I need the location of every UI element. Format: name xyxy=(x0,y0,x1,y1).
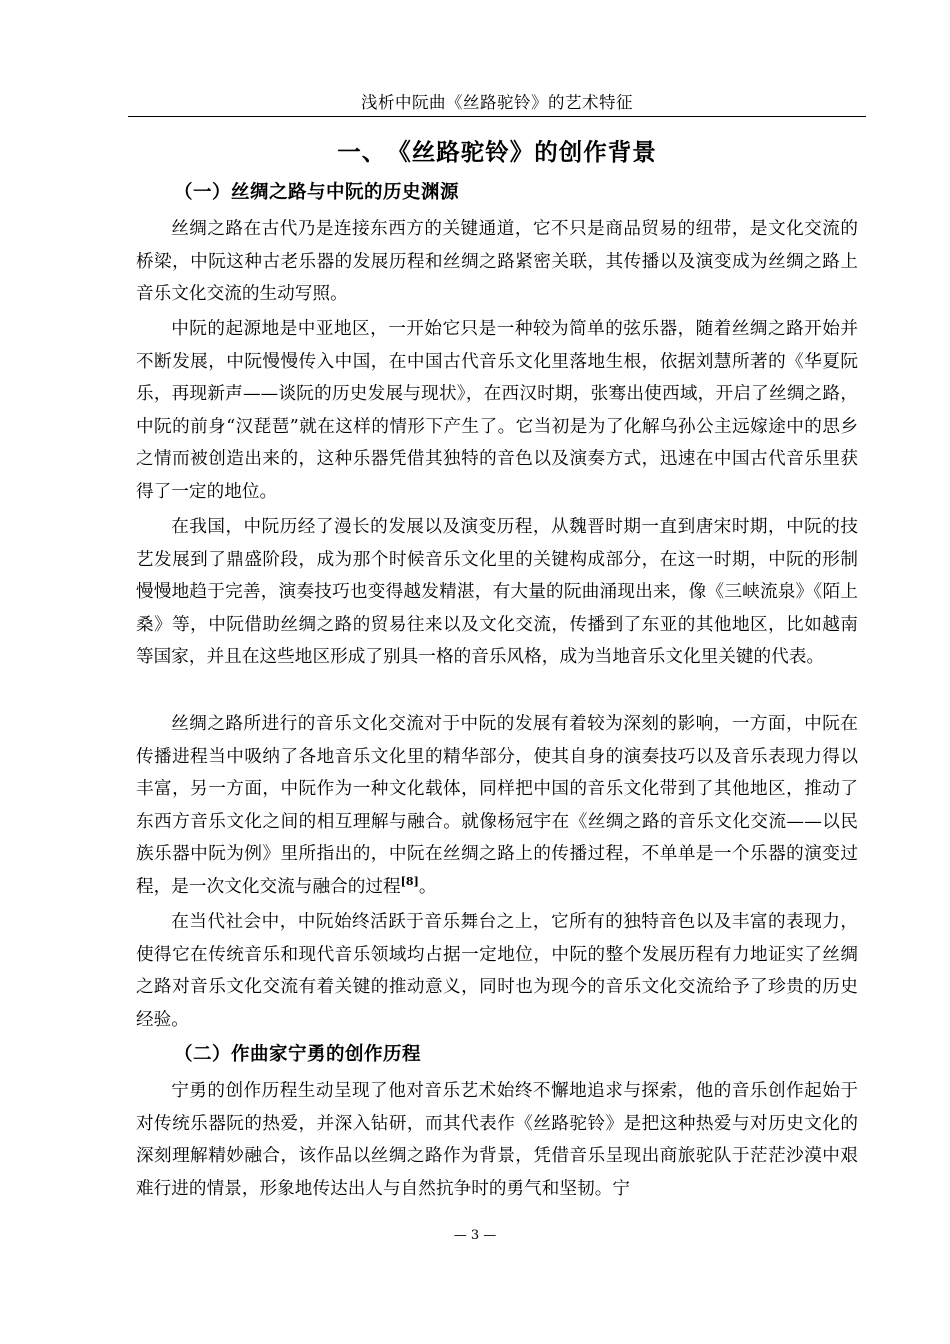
section-heading-2: （二）作曲家宁勇的创作历程 xyxy=(174,1044,422,1065)
citation-marker: [8] xyxy=(400,874,419,888)
paragraph-5: 在当代社会中，中阮始终活跃于音乐舞台之上，它所有的独特音色以及丰富的表现力，使得它在传统音乐和现代音乐领域均占据一定地位，中阮的整个发展历程有力地证实了丝绸之路对音乐文化交流有着关键的推动意义，同时也为现今的音乐文化交流给予了珍贵的历史经验。 xyxy=(136,912,858,1030)
paragraph-4-text: 丝绸之路所进行的音乐文化交流对于中阮的发展有着较为深刻的影响，一方面，中阮在传播进程当中吸纳了各地音乐文化里的精华部分，使其自身的演奏技巧以及音乐表现力得以丰富，另一方面，中阮作为一种文化载体，同样把中国的音乐文化带到了其他地区，推动了东西方音乐文化之间的相互理解与融合。就像杨冠宇在《丝绸之路的音乐文化交流——以民族乐器中阮为例》里所指出的，中阮在丝绸之路上的传播过程，不单单是一个乐器的演变过程，是一次文化交流与融合的过程 xyxy=(136,714,858,897)
running-header-title: 浅析中阮曲《丝路驼铃》的艺术特征 xyxy=(361,93,633,112)
paragraph-6: 宁勇的创作历程生动呈现了他对音乐艺术始终不懈地追求与探索，他的音乐创作起始于对传统乐器阮的热爱，并深入钻研，而其代表作《丝路驼铃》是把这种热爱与对历史文化的深刻理解精妙融合，该作品以丝绸之路作为背景，凭借音乐呈现出商旅驼队于茫茫沙漠中艰难行进的情景，形象地传达出人与自然抗争时的勇气和坚韧。宁 xyxy=(136,1081,858,1199)
paragraph-4-tail: 。 xyxy=(418,876,437,897)
page-number: — 3 — xyxy=(453,1228,497,1243)
paragraph-3: 在我国，中阮历经了漫长的发展以及演变历程，从魏晋时期一直到唐宋时期，中阮的技艺发展到了鼎盛阶段，成为那个时候音乐文化里的关键构成部分，在这一时期，中阮的形制慢慢地趋于完善，演奏技巧也变得越发精湛，有大量的阮曲涌现出来，像《三峡流泉》《陌上桑》等，中阮借助丝绸之路的贸易往来以及文化交流，传播到了东亚的其他地区，比如越南等国家，并且在这些地区形成了别具一格的音乐风格，成为当地音乐文化里关键的代表。 xyxy=(136,517,858,667)
chapter-title: 一、 《丝路驼铃》的创作背景 xyxy=(337,138,657,166)
paragraph-2: 中阮的起源地是中亚地区，一开始它只是一种较为简单的弦乐器，随着丝绸之路开始并不断发展，中阮慢慢传入中国，在中国古代音乐文化里落地生根，依据刘慧所著的《华夏阮乐，再现新声——谈阮的历史发展与现状》，在西汉时期，张骞出使西域，开启了丝绸之路，中阮的前身“汉琵琶”就在这样的情形下产生了。它当初是为了化解乌孙公主远嫁途中的思乡之情而被创造出来的，这种乐器凭借其独特的音色以及演奏方式，迅速在中国古代音乐里获得了一定的地位。 xyxy=(136,319,858,502)
paragraph-1: 丝绸之路在古代乃是连接东西方的关键通道，它不只是商品贸易的纽带，是文化交流的桥梁，中阮这种古老乐器的发展历程和丝绸之路紧密关联，其传播以及演变成为丝绸之路上音乐文化交流的生动写照。 xyxy=(136,219,858,304)
paragraph-4 xyxy=(136,708,858,903)
header-rule xyxy=(128,116,866,117)
section-heading-1: （一）丝绸之路与中阮的历史渊源 xyxy=(174,182,460,203)
